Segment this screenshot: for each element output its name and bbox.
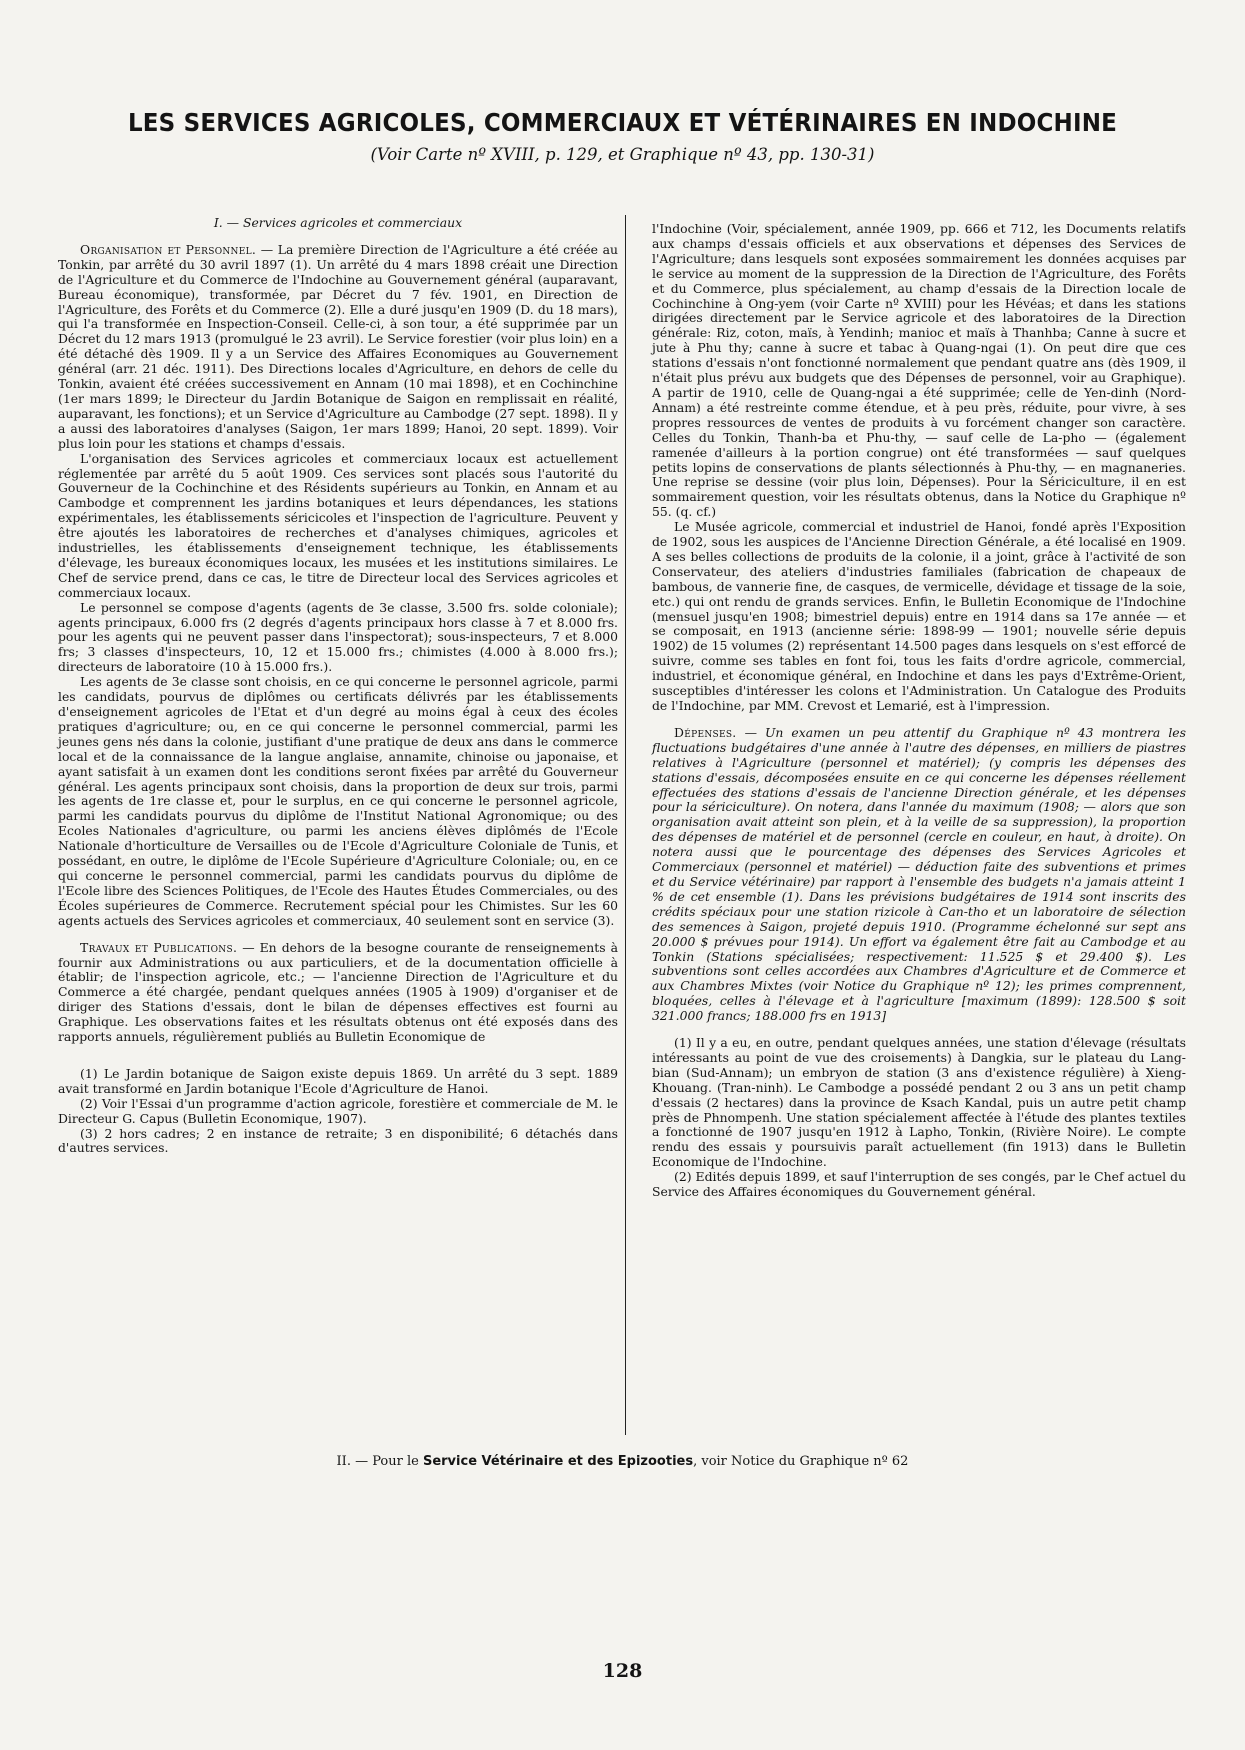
paragraph-depenses	[652, 726, 1186, 1024]
column-divider	[625, 215, 626, 1435]
paragraph-text: — Un examen un peu attentif du Graphique nº 43 montrera les fluctuations budgétaires d'une année à l'autre des dépenses, en milliers de piastres relatives à l'Agriculture (personnel et matériel); (y compris les dépenses des stations d'essais, décomposées ensuite en ce qui concerne les dépenses réellement effectuées des stations d'essais de l'ancienne Direction générale, et les dépenses pour la sériciculture). On notera, dans l'année du maximum (1908; — alors que son organisation avait atteint son plein, et à la veille de sa suppression), la proportion des dépenses de matériel et de personnel (cercle en couleur, en haut, à droite). On notera aussi que le pourcentage des dépenses des Services Agricoles et Commerciaux (personnel et matériel) — déduction faite des subventions et primes et du Service vétérinaire) par rapport à l'ensemble des budgets n'a jamais atteint 1 % de cet ensemble (1). Dans les prévisions budgétaires de 1914 sont inscrits des crédits spéciaux pour une station rizicole à Can-tho et un laboratoire de sélection des semences à Saigon, projeté depuis 1910. (Programme échelonné sur sept ans 20.000 $ prévues pour 1914). Un effort va également être fait au Cambodge et au Tonkin (Stations spécialisées; respectivement: 11.525 $ et 29.400 $). Les subventions sont celles accordées aux Chambres d'Agriculture et de Commerce et aux Chambres Mixtes (voir Notice du Graphique nº 12); les primes comprennent, bloquées, celles à l'élevage et à l'agriculture [maximum (1899): 128.500 $ soit 321.000 francs; 188.000 frs en 1913]	[652, 724, 1186, 1024]
run-in-heading: Dépenses.	[674, 724, 737, 740]
paragraph-text: — La première Direction de l'Agriculture a été créée au Tonkin, par arrêté du 30 avril 1897 (1). Un arrêté du 4 mars 1898 créait une Direction de l'Agriculture et du Commerce de l'Indochine au Gouvernement général (auparavant, Bureau économique), transformée, par Décret du 7 fév. 1901, en Direction de l'Agriculture, des Forêts et du Commerce (2). Elle a duré jusqu'en 1909 (D. du 18 mars), qui l'a transformée en Inspection-Conseil. Celle-ci, à son tour, a été supprimée par un Décret du 12 mars 1913 (promulgué le 23 avril). Le Service forestier (voir plus loin) en a été détaché dès 1909. Il y a un Service des Affaires Economiques au Gouvernement général (arr. 21 déc. 1911). Des Directions locales d'Agriculture, en dehors de celle du Tonkin, avaient été créées successivement en Annam (10 mai 1898), et en Cochinchine (1er mars 1899; le Directeur du Jardin Botanique de Saigon en remplissait en réalité, auparavant, les fonctions); et un Service d'Agriculture au Cambodge (27 sept. 1898). Il y a aussi des laboratoires d'analyses (Saigon, 1er mars 1899; Hanoi, 20 sept. 1899). Voir plus loin pour les stations et champs d'essais.	[58, 241, 618, 451]
paragraph: l'Indochine (Voir, spécialement, année 1909, pp. 666 et 712, les Documents relatifs aux champs d'essais officiels et aux observations et dépenses des Services de l'Agriculture; dans lesquels sont exposées sommairement les données acquises par le service au moment de la suppression de la Direction de l'Agriculture, des Forêts et du Commerce, plus spécialement, au champ d'essais de la Direction locale de Cochinchine à Ong-yem (voir Carte nº XVIII) pour les Hévéas; et dans les stations dirigées directement par le Service agricole et des laboratoires de la Direction générale: Riz, coton, maïs, à Yendinh; manioc et maïs à Thanhba; Canne à sucre et jute à Phu thy; canne à sucre et tabac à Quang-ngai (1). On peut dire que ces stations d'essais n'ont fonctionné normalement que pendant quatre ans (dès 1909, il n'était plus prévu aux budgets que des Dépenses de personnel, voir au Graphique). A partir de 1910, celle de Quang-ngai a été supprimée; celle de Yen-dinh (Nord-Annam) a été restreinte comme étendue, et à peu près, réduite, pour vivre, à ses propres ressources de ventes de produits à vu forcément changer son caractère. Celles du Tonkin, Thanh-ba et Phu-thy, — sauf celle de La-pho — (également ramenée d'ailleurs à la portion congrue) ont été transformées — sauf quelques petits lopins de conservations de plants sélectionnés à Phu-thy, — en magnaneries. Une reprise se dessine (voir plus loin, Dépenses). Pour la Sériciculture, il en est sommairement question, voir les résultats obtenus, dans la Notice du Graphique nº 55. (q. cf.)	[652, 221, 1186, 520]
footnote: (3) 2 hors cadres; 2 en instance de retraite; 3 en disponibilité; 6 détachés dans d'autres services.	[58, 1125, 618, 1156]
paragraph: Les agents de 3e classe sont choisis, en ce qui concerne le personnel agricole, parmi les candidats, pourvus de diplômes ou certificats délivrés par les établissements d'enseignement agricoles de l'Etat et d'un degré au moins égal à ceux des écoles pratiques d'agriculture; ou, en ce qui concerne le personnel commercial, parmi les jeunes gens nés dans la colonie, justifiant d'une pratique de deux ans dans le commerce local et de la connaissance de la langue anglaise, annamite, chinoise ou japonaise, et ayant satisfait à un examen dont les conditions seront fixées par arrêté du Gouverneur général. Les agents principaux sont choisis, dans la proportion de deux sur trois, parmi les agents de 1re classe et, pour le surplus, en ce qui concerne le personnel agricole, parmi les candidats pourvus du diplôme de l'Institut National Agronomique; ou des Ecoles Nationales d'agriculture, ou parmi les anciens élèves diplômés de l'Ecole Nationale d'horticulture de Versailles ou de l'Ecole d'Agriculture Coloniale de Tunis, et possédant, en outre, le diplôme de l'Ecole Supérieure d'Agriculture Coloniale; ou, en ce qui concerne le personnel commercial, parmi les candidats pourvus du diplôme de l'Ecole libre des Sciences Politiques, de l'Ecole des Hautes Études Commerciales, ou des Écoles supérieures de Commerce. Recrutement spécial pour les Chimistes. Sur les 60 agents actuels des Services agricoles et commerciaux, 40 seulement sont en service (3).	[58, 674, 618, 928]
section-2-prefix: II. — Pour le	[336, 1454, 423, 1469]
paragraph-text: — En dehors de la besogne courante de renseignements à fournir aux Administrations ou aux particuliers, et de la documentation officielle à établir; de l'inspection agricole, etc.; — l'ancienne Direction de l'Agriculture et du Commerce a été chargée, pendant quelques années (1905 à 1909) d'organiser et de diriger des Stations d'essais, dont le bilan de dépenses effectives est fourni au Graphique. Les observations faites et les résultats obtenus ont été exposés dans des rapports annuels, régulièrement publiés au Bulletin Economique de	[58, 939, 618, 1045]
footnote: (1) Le Jardin botanique de Saigon existe depuis 1869. Un arrêté du 3 sept. 1889 avait transformé en Jardin botanique l'Ecole d'Agriculture de Hanoi.	[58, 1065, 618, 1096]
footnotes	[58, 1067, 618, 1156]
run-in-heading: Organisation et Personnel.	[80, 241, 257, 257]
footnote: (1) Il y a eu, en outre, pendant quelques années, une station d'élevage (résultats intéressants au point de vue des croisements) à Dangkia, sur le plateau du Lang-bian (Sud-Annam); un embryon de station (3 ans d'existence régulière) à Xieng-Khouang. (Tran-ninh). Le Cambodge a possédé pendant 2 ou 3 ans un petit champ d'essais (2 hectares) dans la province de Ksach Kandal, puis un autre petit champ près de Phnompenh. Une station spécialement affectée à l'étude des plantes textiles a fonctionné de 1907 jusqu'en 1912 à Lapho, Tonkin, (Rivière Noire). Le compte rendu des essais y poursuivis paraît actuellement (fin 1913) dans le Bulletin Economique de l'Indochine.	[652, 1035, 1186, 1170]
section-2-reference	[0, 1454, 1245, 1469]
footnotes	[652, 1036, 1186, 1200]
section-2-title: Service Vétérinaire et des Epizooties	[422, 1454, 694, 1469]
paragraph-organisation	[58, 243, 618, 452]
left-column	[58, 212, 618, 1156]
run-in-heading: Travaux et Publications.	[80, 939, 238, 955]
right-column	[652, 222, 1186, 1200]
footnote: (2) Voir l'Essai d'un programme d'action agricole, forestière et commerciale de M. le Directeur G. Capus (Bulletin Economique, 1907).	[58, 1095, 618, 1126]
page-title: LES SERVICES AGRICOLES, COMMERCIAUX ET VÉTÉRINAIRES EN INDOCHINE	[127, 108, 1118, 137]
paragraph: Le personnel se compose d'agents (agents de 3e classe, 3.500 frs. solde coloniale); agents principaux, 6.000 frs (2 degrés d'agents principaux hors classe à 7 et 8.000 frs. pour les agents qui ne peuvent passer dans l'inspectorat); sous-inspecteurs, 7 et 8.000 frs; 3 classes d'inspecteurs, 10, 12 et 15.000 frs.; chimistes (4.000 à 8.000 frs.); directeurs de laboratoire (10 à 15.000 frs.).	[58, 599, 618, 675]
paragraph-travaux	[58, 941, 618, 1045]
section-2-suffix: , voir Notice du Graphique nº 62	[693, 1454, 909, 1469]
section-heading: I. — Services agricoles et commerciaux	[213, 215, 463, 230]
paragraph: Le Musée agricole, commercial et industriel de Hanoi, fondé après l'Exposition de 1902, sous les auspices de l'Ancienne Direction Générale, a été localisé en 1909. A ses belles collections de produits de la colonie, il a joint, grâce à l'activité de son Conservateur, des ateliers d'industries familiales (fabrication de chapeaux de bambous, de vannerie fine, de casques, de vermicelle, dévidage et tissage de la soie, etc.) qui ont rendu de grands services. Enfin, le Bulletin Economique de l'Indochine (mensuel jusqu'en 1908; bimestriel depuis) entre en 1914 dans sa 17e année — et se composait, en 1913 (ancienne série: 1898-99 — 1901; nouvelle série depuis 1902) de 15 volumes (2) représentant 14.500 pages dans lesquels on s'est efforcé de suivre, comme ses tables en font foi, tous les faits d'ordre agricole, commercial, industriel, et économique général, en Indochine et dans les pays d'Extrême-Orient, susceptibles d'intéresser les colons et l'Administration. Un Catalogue des Produits de l'Indochine, par MM. Crevost et Lemarié, est à l'impression.	[652, 519, 1186, 713]
page-number: 128	[602, 1660, 643, 1682]
page-subtitle: (Voir Carte nº XVIII, p. 129, et Graphique nº 43, pp. 130-31)	[370, 145, 875, 164]
footnote: (2) Edités depuis 1899, et sauf l'interruption de ses congés, par le Chef actuel du Service des Affaires économiques du Gouvernement général.	[652, 1169, 1186, 1200]
paragraph: L'organisation des Services agricoles et commerciaux locaux est actuellement réglementée par arrêté du 5 août 1909. Ces services sont placés sous l'autorité du Gouverneur de la Cochinchine et des Résidents supérieurs au Tonkin, en Annam et au Cambodge et comprennent les jardins botaniques et leurs dépendances, les stations expérimentales, les établissements séricicoles et l'inspection de l'agriculture. Peuvent y être ajoutés les laboratoires de recherches et d'analyses chimiques, agricoles et industrielles, les établissements d'enseignement technique, les établissements d'élevage, les bureaux économiques locaux, les musées et les institutions similaires. Le Chef de service prend, dans ce cas, le titre de Directeur local des Services agricoles et commerciaux locaux.	[58, 450, 618, 600]
